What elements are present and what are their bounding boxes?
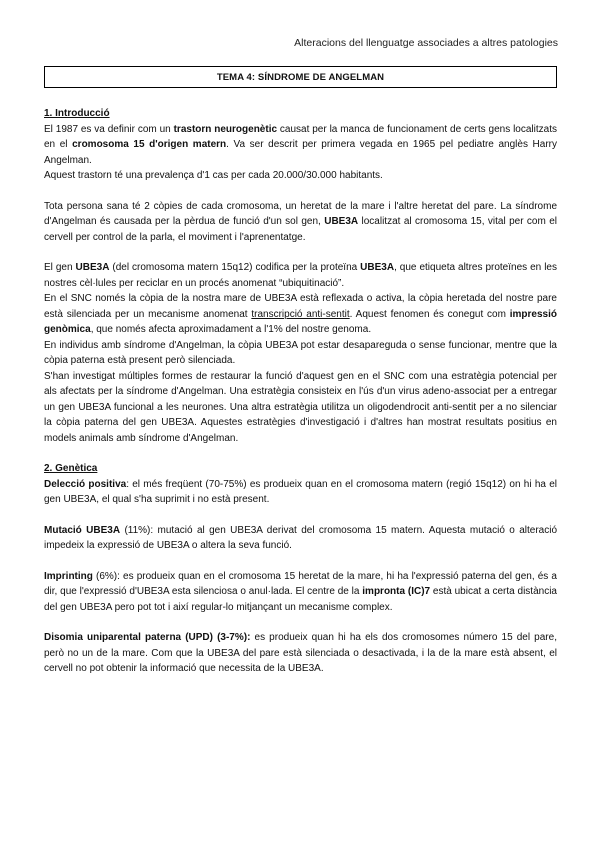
bold-text: impronta (IC)7 <box>362 586 431 597</box>
paragraph-intro-3 <box>44 199 557 246</box>
section-title-genetics: 2. Genètica <box>44 463 98 474</box>
text-run: Tota persona sana té 2 còpies de cada cromosoma, un heretat de la mare i l'altre heretat del pare. La síndrome d'Angelman és causada per la pèrdua de funció d'un sol gen, <box>44 200 557 227</box>
document-title: TEMA 4: SÍNDROME DE ANGELMAN <box>216 71 385 83</box>
text-run: causat per la manca de funcionament de certs gens localitzats en el <box>44 123 557 150</box>
paragraph-genetics-upd <box>44 630 557 677</box>
bold-text: Disomia uniparental paterna (UPD) (3-7%): <box>44 632 251 643</box>
bold-text: UBE3A <box>324 216 359 227</box>
bold-text: trastorn neurogenètic <box>173 123 278 135</box>
text-run: està ubicat a certa distància del gen UBE3A pero pot tot i així regular-lo mitjançant un mecanisme complex. <box>44 586 557 613</box>
bold-text: Delecció positiva <box>44 478 127 490</box>
text-run: En el SNC només la còpia de la nostra mare de UBE3A està reflexada o activa, la còpia heretada del nostre pare està silenciada per un mecanisme anomenat <box>44 293 557 320</box>
paragraph-genetics-imprinting <box>44 569 557 616</box>
bold-text: Imprinting <box>44 570 93 582</box>
bold-text: UBE3A <box>75 262 110 273</box>
bold-text: UBE3A <box>360 262 395 273</box>
paragraph-intro-6: En individus amb síndrome d'Angelman, la còpia UBE3A pot estar desapareguda o sense funcionar, mentre que la còpia paterna està present però silenciada. <box>44 339 557 366</box>
text-run: . Va ser descrit per primera vegada en 1965 pel pediatre anglès Harry Angelman. <box>44 139 557 166</box>
paragraph-intro-5 <box>44 291 557 338</box>
text-run: localitzat al cromosoma 15, vital per com el cervell per control de la parla, el moviment i l'aprenentatge. <box>44 216 558 243</box>
text-run: (11%): mutació al gen UBE3A derivat del cromosoma 15 matern. Aquesta mutació o alteració impedeix la expressió de UBE3A o altera la seva funció. <box>44 524 558 551</box>
text-run: (6%): es produeix quan en el cromosoma 15 heretat de la mare, hi ha l'expressió paterna del gen, és a dir, que l'expressió d'UBE3A esta silenciosa o anul·lada. El centre de la <box>44 570 557 597</box>
text-run: El gen <box>44 262 76 273</box>
text-run: (del cromosoma matern 15q12) codifica per la proteïna <box>109 262 361 273</box>
bold-text: Mutació UBE3A <box>44 524 121 536</box>
paragraph-genetics-deletion <box>44 477 557 508</box>
title-box <box>44 66 557 88</box>
section-title-introduction: 1. Introducció <box>44 108 110 119</box>
paragraph-genetics-mutation <box>44 523 557 554</box>
paragraph-intro-2: Aquest trastorn té una prevalença d'1 cas per cada 20.000/30.000 habitants. <box>44 170 383 181</box>
underlined-text: transcripció anti-sentit <box>251 308 350 320</box>
paragraph-intro-1 <box>44 122 557 169</box>
text-run: : el més freqüent (70-75%) es produeix quan en el cromosoma matern (regió 15q12) on hi ha el gen UBE3A, el qual s'ha suprimit i no està present. <box>44 478 557 505</box>
text-run: , que només afecta aproximadament a l'1% del nostre genoma. <box>90 324 372 335</box>
document-body <box>44 106 557 677</box>
bold-text: cromosoma 15 d'origen matern <box>72 139 227 150</box>
paragraph-intro-7: S'han investigat múltiples formes de restaurar la funció d'aquest gen en el SNC com una estratègia potencial per als afectats per la síndrome d'Angelman. Una estratègia consisteix en l'ús d'un virus adeno-associat per a entregar un gen UBE3A funcional a les neurones. Una altra estratègia utilitza un oligodendrocit anti-sentit per a no silenciar la còpia paterna del gen UBE3A. Aquestes estratègies d'investigació i d'altres han mostrat resultats positius en models animals amb síndrome d'Angelman. <box>44 370 557 444</box>
text-run: es produeix quan hi ha els dos cromosomes número 15 del pare, però no un de la mare. Com que la UBE3A del pare està silenciada o desactivada, i la de la mare està absent, el cervell no pot obtenir la informació que necessita de la UBE3A. <box>44 632 557 674</box>
running-header: Alteracions del llenguatge associades a altres patologies <box>294 37 558 49</box>
paragraph-intro-4 <box>44 260 557 291</box>
text-run: , que etiqueta altres proteïnes en les nostres cèl·lules per reciclar en un procés anomenat “ubiquitinació”. <box>44 262 557 289</box>
text-run: El 1987 es va definir com un <box>44 123 174 135</box>
bold-text: impressió genòmica <box>44 308 557 335</box>
text-run: . Aquest fenomen és conegut com <box>349 308 510 320</box>
